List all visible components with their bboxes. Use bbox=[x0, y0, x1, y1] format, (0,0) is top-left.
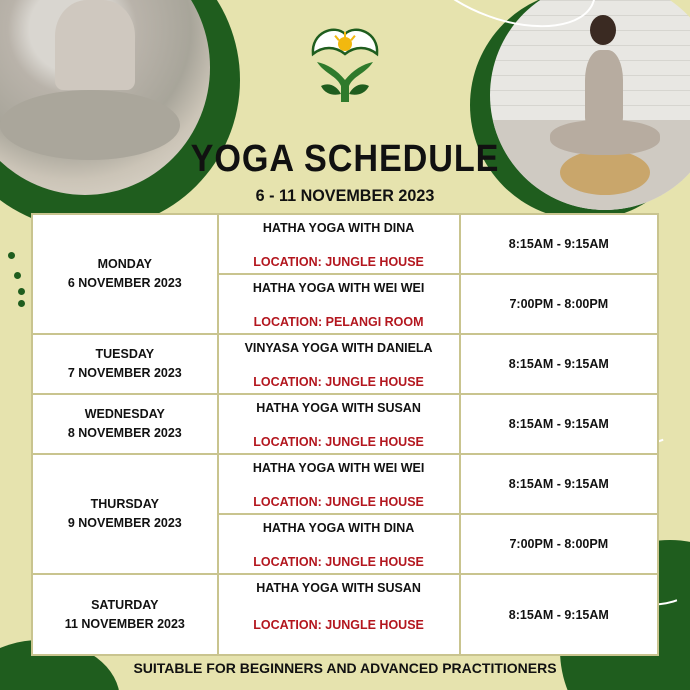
time-cell: 8:15AM - 9:15AM bbox=[460, 574, 658, 655]
class-name: VINYASA YOGA WITH DANIELA bbox=[244, 341, 433, 355]
day-name: SATURDAY bbox=[91, 597, 159, 612]
day-cell bbox=[32, 214, 218, 334]
table-row bbox=[32, 394, 658, 454]
session-cell bbox=[218, 214, 460, 274]
class-location: LOCATION: JUNGLE HOUSE bbox=[253, 435, 424, 449]
class-name: HATHA YOGA WITH WEI WEI bbox=[252, 461, 425, 475]
table-row bbox=[32, 334, 658, 394]
decorative-dot bbox=[18, 300, 25, 307]
table-row bbox=[32, 214, 658, 274]
day-cell bbox=[32, 334, 218, 394]
class-location: LOCATION: PELANGI ROOM bbox=[253, 315, 424, 329]
class-name: HATHA YOGA WITH DINA bbox=[262, 521, 415, 535]
session-cell bbox=[218, 394, 460, 454]
session-cell bbox=[218, 334, 460, 394]
time-cell: 8:15AM - 9:15AM bbox=[460, 334, 658, 394]
class-location: LOCATION: JUNGLE HOUSE bbox=[253, 255, 424, 269]
day-cell bbox=[32, 574, 218, 655]
decorative-dot bbox=[8, 252, 15, 259]
time-cell: 7:00PM - 8:00PM bbox=[460, 514, 658, 574]
day-name: TUESDAY bbox=[95, 347, 155, 361]
decorative-dot bbox=[14, 272, 21, 279]
day-date: 6 NOVEMBER 2023 bbox=[67, 276, 182, 290]
time-cell: 8:15AM - 9:15AM bbox=[460, 394, 658, 454]
session-cell bbox=[218, 514, 460, 574]
table-row bbox=[32, 574, 658, 655]
table-row bbox=[32, 454, 658, 514]
decorative-dot bbox=[18, 288, 25, 295]
time-cell: 7:00PM - 8:00PM bbox=[460, 274, 658, 334]
day-cell bbox=[32, 394, 218, 454]
day-date: 8 NOVEMBER 2023 bbox=[67, 426, 182, 440]
class-name: HATHA YOGA WITH SUSAN bbox=[256, 401, 421, 415]
day-date: 11 NOVEMBER 2023 bbox=[64, 616, 185, 631]
class-location: LOCATION: JUNGLE HOUSE bbox=[253, 618, 424, 632]
class-name: HATHA YOGA WITH WEI WEI bbox=[252, 281, 425, 295]
session-cell bbox=[218, 274, 460, 334]
flower-logo bbox=[307, 24, 383, 106]
session-cell bbox=[218, 574, 460, 655]
day-name: WEDNESDAY bbox=[84, 407, 165, 421]
footer-note: SUITABLE FOR BEGINNERS AND ADVANCED PRACTITIONERS bbox=[133, 660, 557, 676]
schedule-table bbox=[31, 213, 659, 656]
class-location: LOCATION: JUNGLE HOUSE bbox=[253, 555, 424, 569]
day-name: THURSDAY bbox=[90, 497, 159, 511]
day-cell bbox=[32, 454, 218, 574]
time-cell: 8:15AM - 9:15AM bbox=[460, 214, 658, 274]
page-title: YOGA SCHEDULE bbox=[190, 138, 500, 180]
session-cell bbox=[218, 454, 460, 514]
class-location: LOCATION: JUNGLE HOUSE bbox=[253, 495, 424, 509]
class-name: HATHA YOGA WITH DINA bbox=[262, 221, 415, 235]
class-name: HATHA YOGA WITH SUSAN bbox=[256, 581, 421, 595]
day-date: 9 NOVEMBER 2023 bbox=[67, 516, 182, 530]
date-range-subtitle: 6 - 11 NOVEMBER 2023 bbox=[255, 186, 435, 205]
day-date: 7 NOVEMBER 2023 bbox=[67, 366, 182, 380]
class-location: LOCATION: JUNGLE HOUSE bbox=[253, 375, 424, 389]
time-cell: 8:15AM - 9:15AM bbox=[460, 454, 658, 514]
day-name: MONDAY bbox=[97, 257, 152, 271]
